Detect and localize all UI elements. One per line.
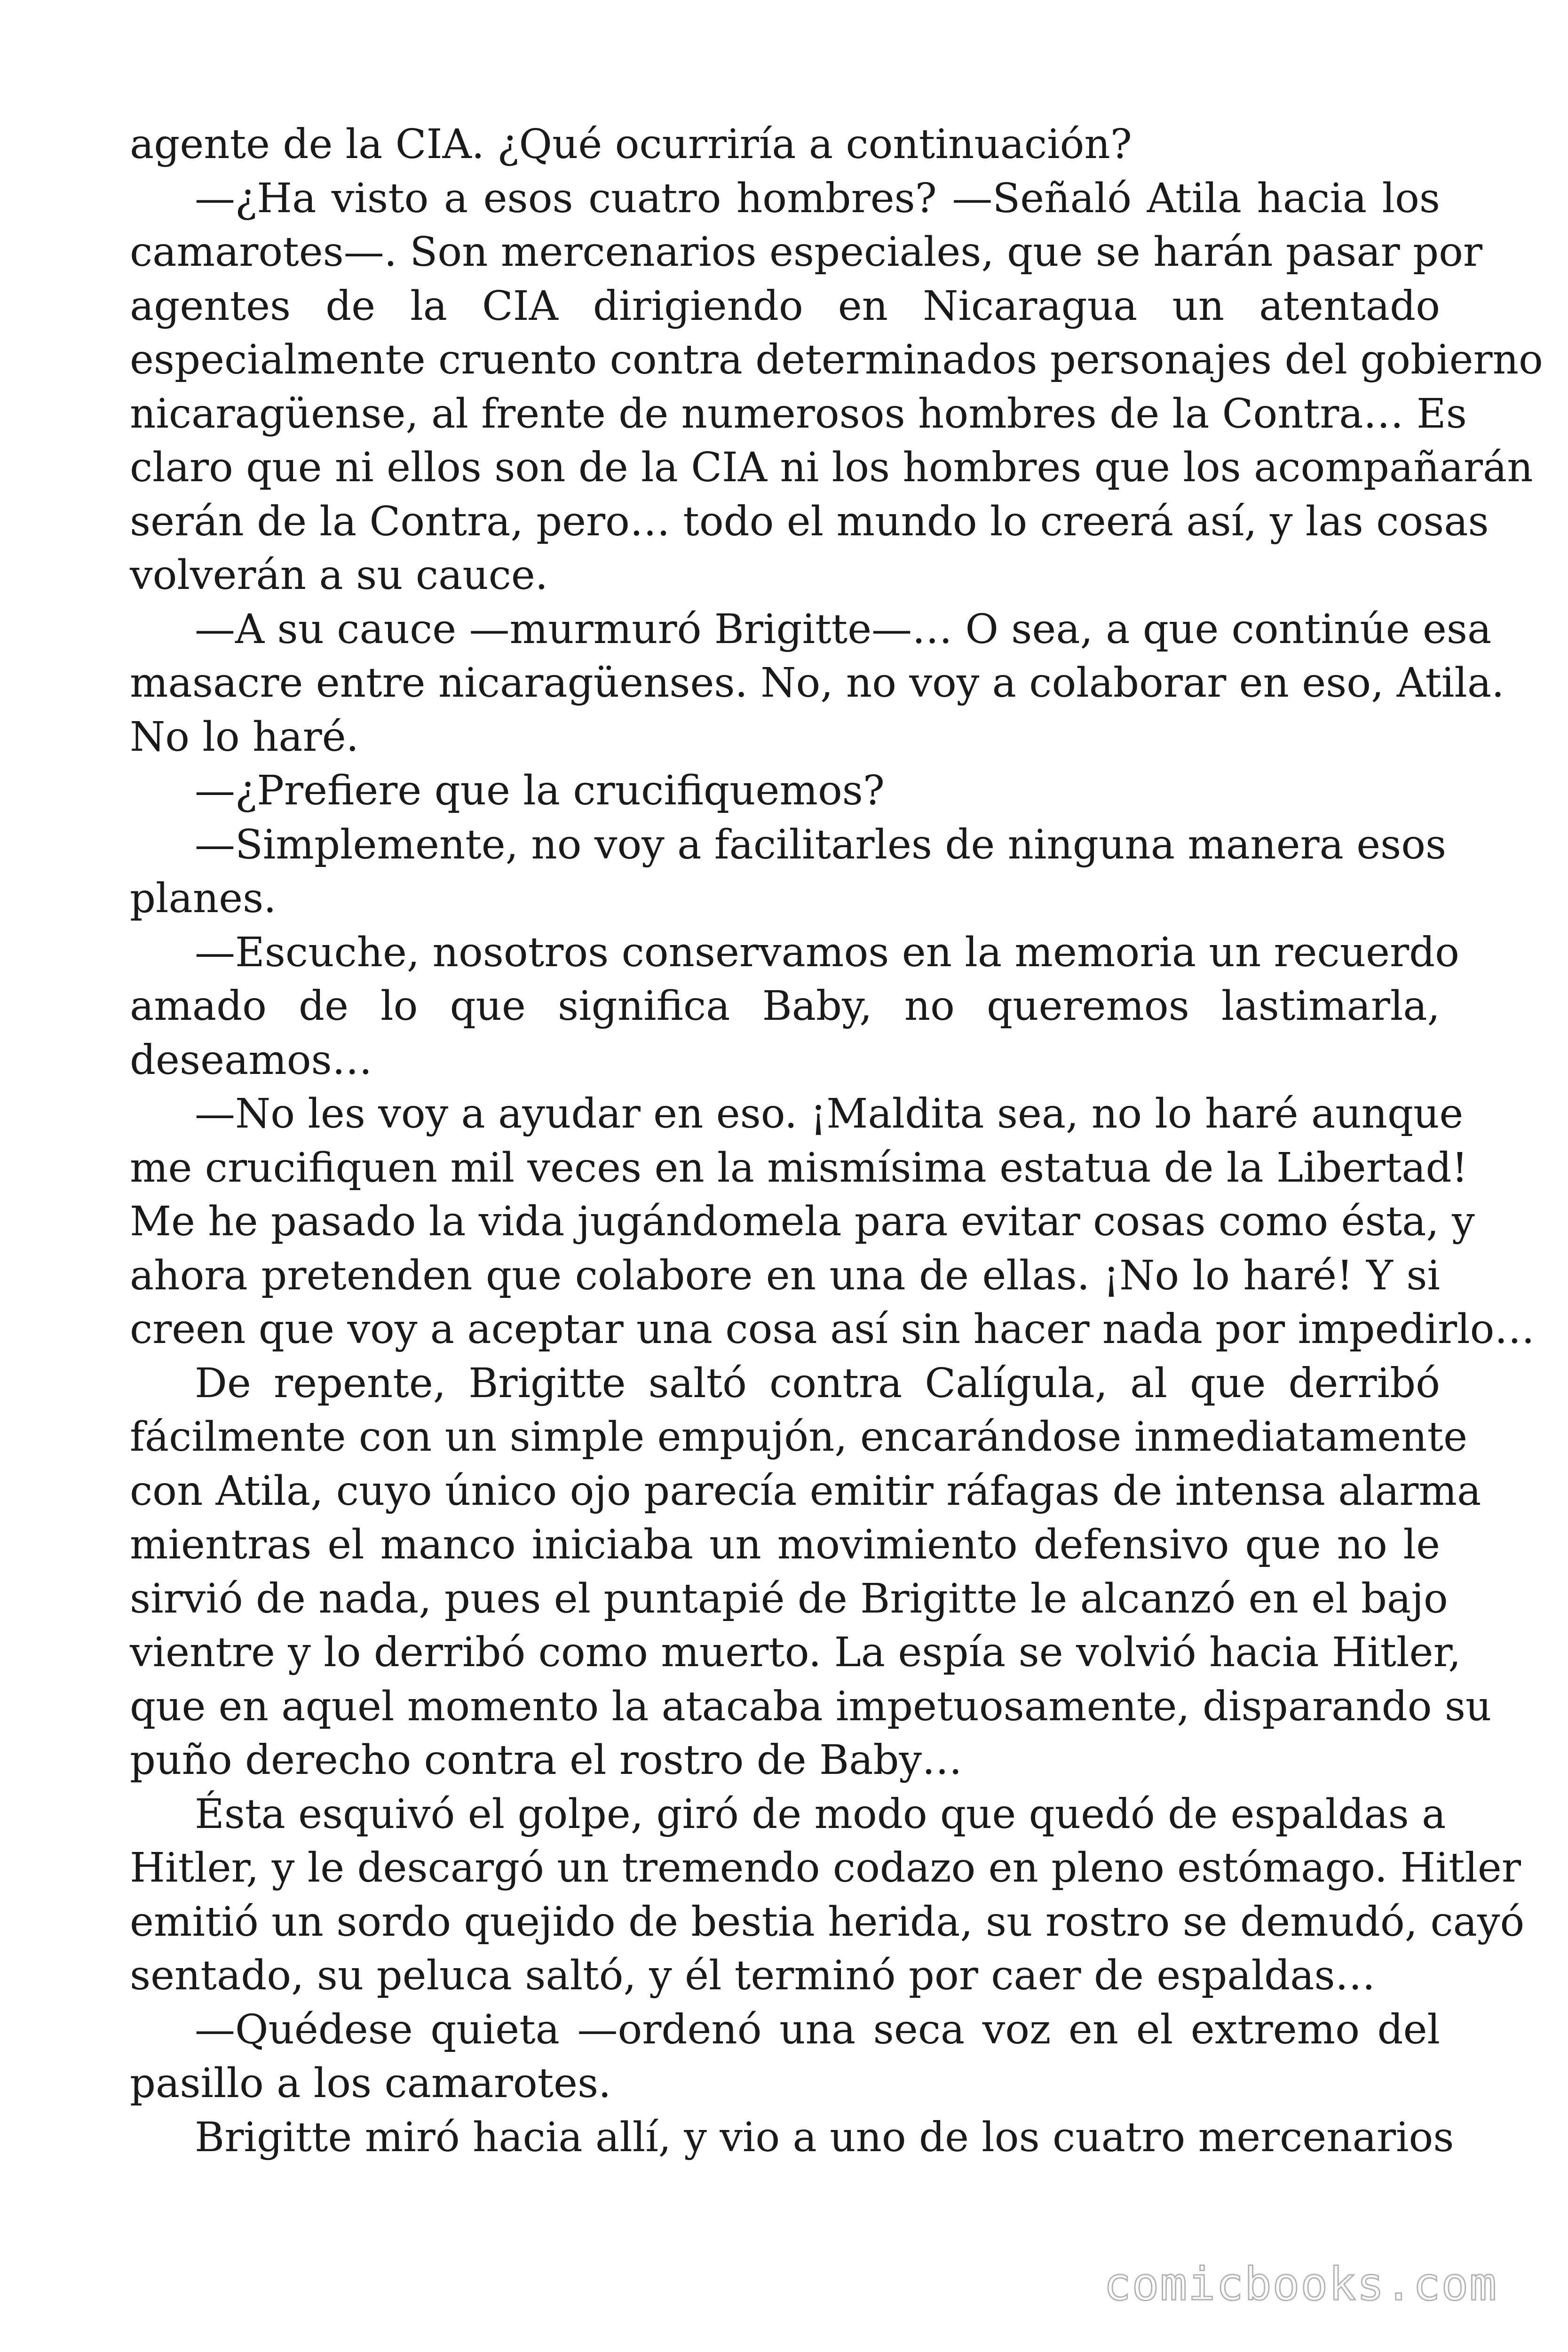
text-line: —No les voy a ayudar en eso. ¡Maldita sea, no lo haré aunque [195,1090,1464,1137]
text-line: —¿Ha visto a esos cuatro hombres? —Señaló Atila hacia los [195,175,1440,222]
text-line: camarotes—. Son mercenarios especiales, que se harán pasar por [130,229,1483,276]
text-line: sirvió de nada, pues el puntapié de Brigitte le alcanzó en el bajo [130,1575,1448,1622]
text-line: —Simplemente, no voy a facilitarles de ninguna manera esos [195,821,1447,868]
text-line: amado de lo que significa Baby, no queremos lastimarla, [130,983,1440,1030]
text-line: —Quédese quieta —ordenó una seca voz en el extremo del [195,2006,1440,2053]
text-line: serán de la Contra, pero… todo el mundo lo creerá así, y las cosas [130,498,1489,545]
watermark: comicbooks.com [1103,2258,1497,2311]
text-line: vientre y lo derribó como muerto. La espía se volvió hacia Hitler, [130,1629,1461,1676]
text-line: nicaragüense, al frente de numerosos hombres de la Contra… Es [130,390,1467,437]
text-line: pasillo a los camarotes. [130,2060,611,2107]
text-line: planes. [130,875,277,922]
text-line: volverán a su cauce. [130,552,548,599]
text-line: agente de la CIA. ¿Qué ocurriría a continuación? [130,121,1132,168]
text-line: —¿Prefiere que la crucifiquemos? [195,767,885,814]
text-line: con Atila, cuyo único ojo parecía emitir ráfagas de intensa alarma [130,1467,1481,1515]
body-text [130,118,1543,2164]
text-line: Ésta esquivó el golpe, giró de modo que quedó de espaldas a [195,1790,1446,1838]
text-line: especialmente cruento contra determinados personajes del gobierno [130,336,1543,383]
text-line: ahora pretenden que colabore en una de ellas. ¡No lo haré! Y si [130,1252,1440,1299]
text-line: —A su cauce —murmuró Brigitte—… O sea, a que continúe esa [195,605,1492,653]
text-line: Brigitte miró hacia allí, y vio a uno de los cuatro mercenarios [195,2114,1454,2161]
text-line: —Escuche, nosotros conservamos en la memoria un recuerdo [195,929,1459,976]
text-line: me crucifiquen mil veces en la mismísima estatua de la Libertad! [130,1144,1468,1192]
text-line: puño derecho contra el rostro de Baby… [130,1737,963,1784]
text-line: emitió un sordo quejido de bestia herida, su rostro se demudó, cayó [130,1898,1525,1946]
text-line: No lo haré. [130,713,359,761]
text-line: sentado, su peluca saltó, y él terminó por caer de espaldas… [130,1952,1376,1999]
text-line: deseamos… [130,1036,372,1084]
text-line: Me he pasado la vida jugándomela para evitar cosas como ésta, y [130,1198,1475,1245]
text-line: De repente, Brigitte saltó contra Calígula, al que derribó [195,1359,1440,1407]
text-line: fácilmente con un simple empujón, encarándose inmediatamente [130,1414,1468,1461]
text-line: masacre entre nicaragüenses. No, no voy a colaborar en eso, Atila. [130,660,1505,707]
text-line: creen que voy a aceptar una cosa así sin hacer nada por impedirlo… [130,1306,1535,1353]
text-line: claro que ni ellos son de la CIA ni los hombres que los acompañarán [130,444,1533,491]
text-line: agentes de la CIA dirigiendo en Nicaragua un atentado [130,282,1440,330]
text-line: mientras el manco iniciaba un movimiento defensivo que no le [130,1521,1440,1568]
text-line: Hitler, y le descargó un tremendo codazo en pleno estómago. Hitler [130,1844,1521,1891]
text-line: que en aquel momento la atacaba impetuosamente, disparando su [130,1683,1492,1730]
